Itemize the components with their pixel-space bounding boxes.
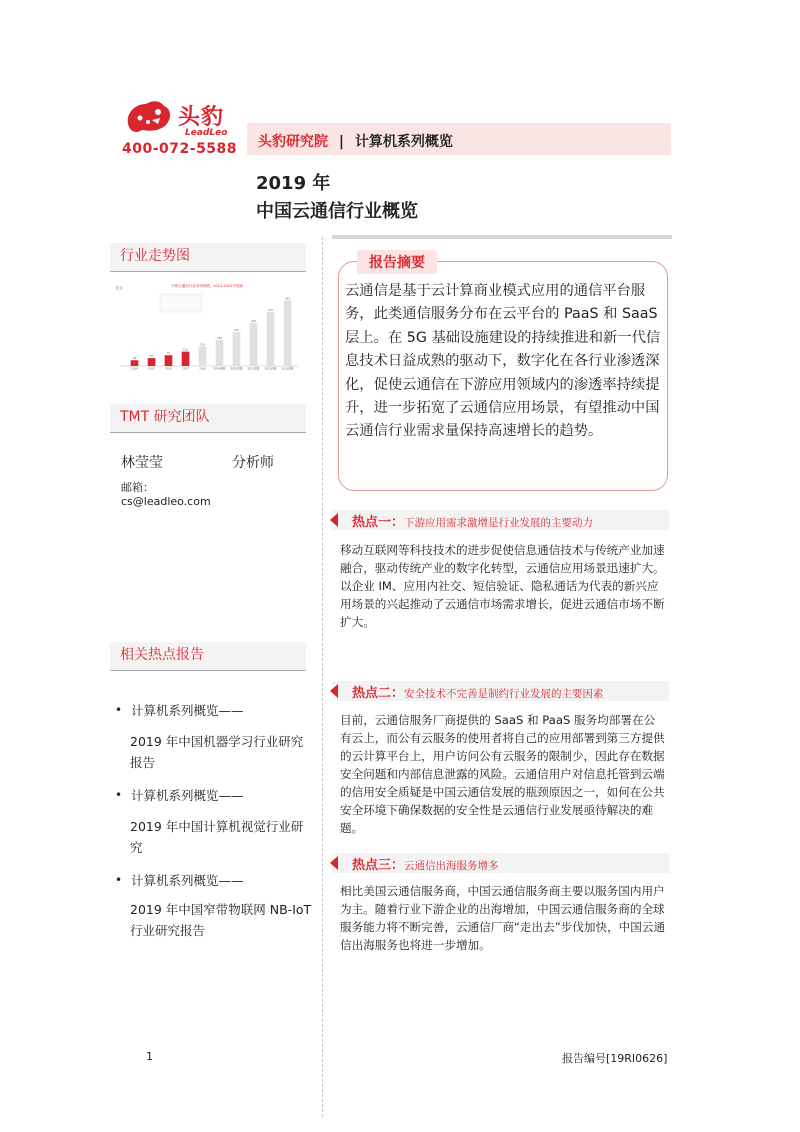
brand-name-en: LeadLeo: [185, 128, 228, 138]
chart-bar-2019预测: [216, 340, 224, 366]
report-3-title[interactable]: 2019 年中国窄带物联网 NB-IoT 行业研究报告: [130, 902, 312, 938]
chart-tick-label: 2017: [182, 367, 189, 370]
chart-bar-2020预测: [233, 332, 241, 366]
chart-title: 中国云通信行业市场规模，2014-2023年预测: [171, 284, 243, 288]
chart-tick-label: 2019预测: [213, 367, 226, 370]
chart-bar-2018: [199, 347, 207, 366]
hotspot-3-subtitle: 云通信出海服务增多: [404, 860, 499, 872]
hotspot-2-subtitle: 安全技术不完善是制约行业发展的主要因素: [404, 688, 604, 700]
team-heading: TMT 研究团队: [110, 404, 306, 433]
report-year: 2019 年: [256, 173, 331, 194]
bullet-3: •: [115, 873, 123, 887]
chart-bar-2014: [131, 360, 139, 366]
chart-value-label: 100: [183, 348, 188, 352]
analyst-email[interactable]: cs@leadleo.com: [121, 495, 211, 508]
chart-value-label: 135: [200, 343, 205, 347]
report-1-series[interactable]: 计算机系列概览——: [131, 703, 244, 718]
hotspot-3-heading: [352, 854, 499, 873]
page-number: 1: [146, 1050, 153, 1063]
bullet-1: •: [115, 703, 123, 717]
chart-value-label: 75: [166, 352, 171, 356]
email-label: 邮箱：: [121, 481, 154, 494]
header-text: [258, 131, 453, 151]
report-1-title[interactable]: 2019 年中国机器学习行业研究报告: [130, 734, 304, 770]
hotspot-2-text: 目前，云通信服务厂商提供的 SaaS 和 PaaS 服务均部署在公有云上，而公有云服务的使用者将自己的应用部署到第三方提供的云计算平台上，用户访问公有云服务的限制少，因此存在数据安全问题和内部信息泄露的风险。云通信用户对信息托管到云端的信用安全质疑是中国云通信发展的瓶颈原因之一，如何在公共安全环境下确保数据的安全性是云通信行业发展亟待解决的难题。: [340, 713, 665, 835]
analyst-role: 分析师: [232, 455, 274, 471]
chart-value-label: 55: [149, 355, 154, 359]
analyst-name: 林莹莹: [121, 455, 163, 471]
report-2-title[interactable]: 2019 年中国计算机视觉行业研究: [130, 819, 304, 855]
hotspot-2-marker-icon: [328, 684, 340, 698]
header-separator: |: [338, 134, 344, 150]
report-code: 报告编号[19RI0626]: [562, 1052, 668, 1065]
hotspot-3-label: 热点三：: [352, 858, 405, 873]
chart-value-label: 40: [132, 357, 137, 361]
chart-value-label: 455: [285, 297, 290, 301]
chart-value-label: 180: [217, 337, 222, 341]
hotspot-2-label: 热点二：: [352, 686, 405, 701]
brand-phone: 400-072-5588: [122, 141, 238, 157]
chart-tick-label: 2018: [199, 367, 206, 370]
chart-tick-label: 2023预测: [281, 367, 294, 370]
bullet-2: •: [115, 788, 123, 802]
chart-bar-2017: [182, 352, 190, 366]
hotspot-3-marker-icon: [328, 856, 340, 870]
chart-tick-label: 2014: [131, 367, 138, 370]
header-series: 计算机系列概览: [354, 134, 453, 150]
right-top-rule: [332, 235, 672, 239]
chart-bar-2022预测: [267, 312, 275, 366]
hotspot-2-heading: [352, 682, 604, 701]
hotspot-1-text: 移动互联网等科技技术的进步促使信息通信技术与传统产业加速融合，驱动传统产业的数字化转型，云通信应用场景迅速扩大。以企业 IM、应用内社交、短信验证、隐私通话为代表的新兴应用场景的兴起推动了云通信市场需求增长，促进云通信市场不断扩大。: [340, 543, 665, 629]
chart-bar-2023预测: [284, 300, 292, 366]
chart-tick-label: 2021预测: [247, 367, 260, 370]
column-divider: [322, 237, 323, 1117]
chart-tick-label: 2016: [165, 367, 172, 370]
chart-value-label: 375: [268, 309, 273, 312]
chart-value-label: 235: [234, 329, 239, 333]
trend-heading: 行业走势图: [110, 243, 306, 272]
trend-chart: [112, 280, 302, 370]
leopard-logo-icon: [122, 96, 174, 138]
chart-bar-2015: [148, 358, 156, 366]
chart-legend: [160, 294, 202, 312]
report-3-series[interactable]: 计算机系列概览——: [131, 873, 244, 888]
summary-heading: 报告摘要: [357, 250, 437, 274]
hotspot-1-label: 热点一：: [352, 515, 405, 530]
related-heading: 相关热点报告: [110, 642, 306, 671]
chart-tick-label: 2020预测: [230, 367, 243, 370]
summary-text: 云通信是基于云计算商业模式应用的通信平台服务，此类通信服务分布在云平台的 PaaS 和 SaaS 层上。在 5G 基础设施建设的持续推进和新一代信息技术日益成熟的驱动下，数字化在各行业渗透深化，促使云通信在下游应用领域内的渗透率持续提升，进一步拓宽了云通信应用场景，有望推动中国云通信行业需求量保持高速增长的趋势。: [345, 283, 661, 440]
hotspot-1-marker-icon: [328, 513, 340, 527]
hotspot-1-heading: [352, 511, 593, 530]
chart-tick-label: 2022预测: [264, 367, 277, 370]
hotspot-3-text: 相比美国云通信服务商，中国云通信服务商主要以服务国内用户为主。随着行业下游企业的出海增加，中国云通信服务商的全球服务能力将不断完善，云通信厂商“走出去”步伐加快，中国云通信出海服务也将进一步增加。: [340, 884, 666, 952]
hotspot-1-subtitle: 下游应用需求激增是行业发展的主要动力: [404, 517, 594, 529]
chart-value-label: 300: [251, 319, 256, 323]
chart-ylabel: 亿元: [116, 286, 123, 290]
report-title: 中国云通信行业概览: [256, 201, 418, 222]
header-institute: 头豹研究院: [258, 134, 328, 150]
chart-bar-2021预测: [250, 323, 258, 366]
chart-tick-label: 2015: [148, 367, 155, 370]
brand-name-cn: 头豹: [178, 105, 225, 130]
report-2-series[interactable]: 计算机系列概览——: [131, 788, 244, 803]
chart-bar-2016: [165, 355, 173, 366]
